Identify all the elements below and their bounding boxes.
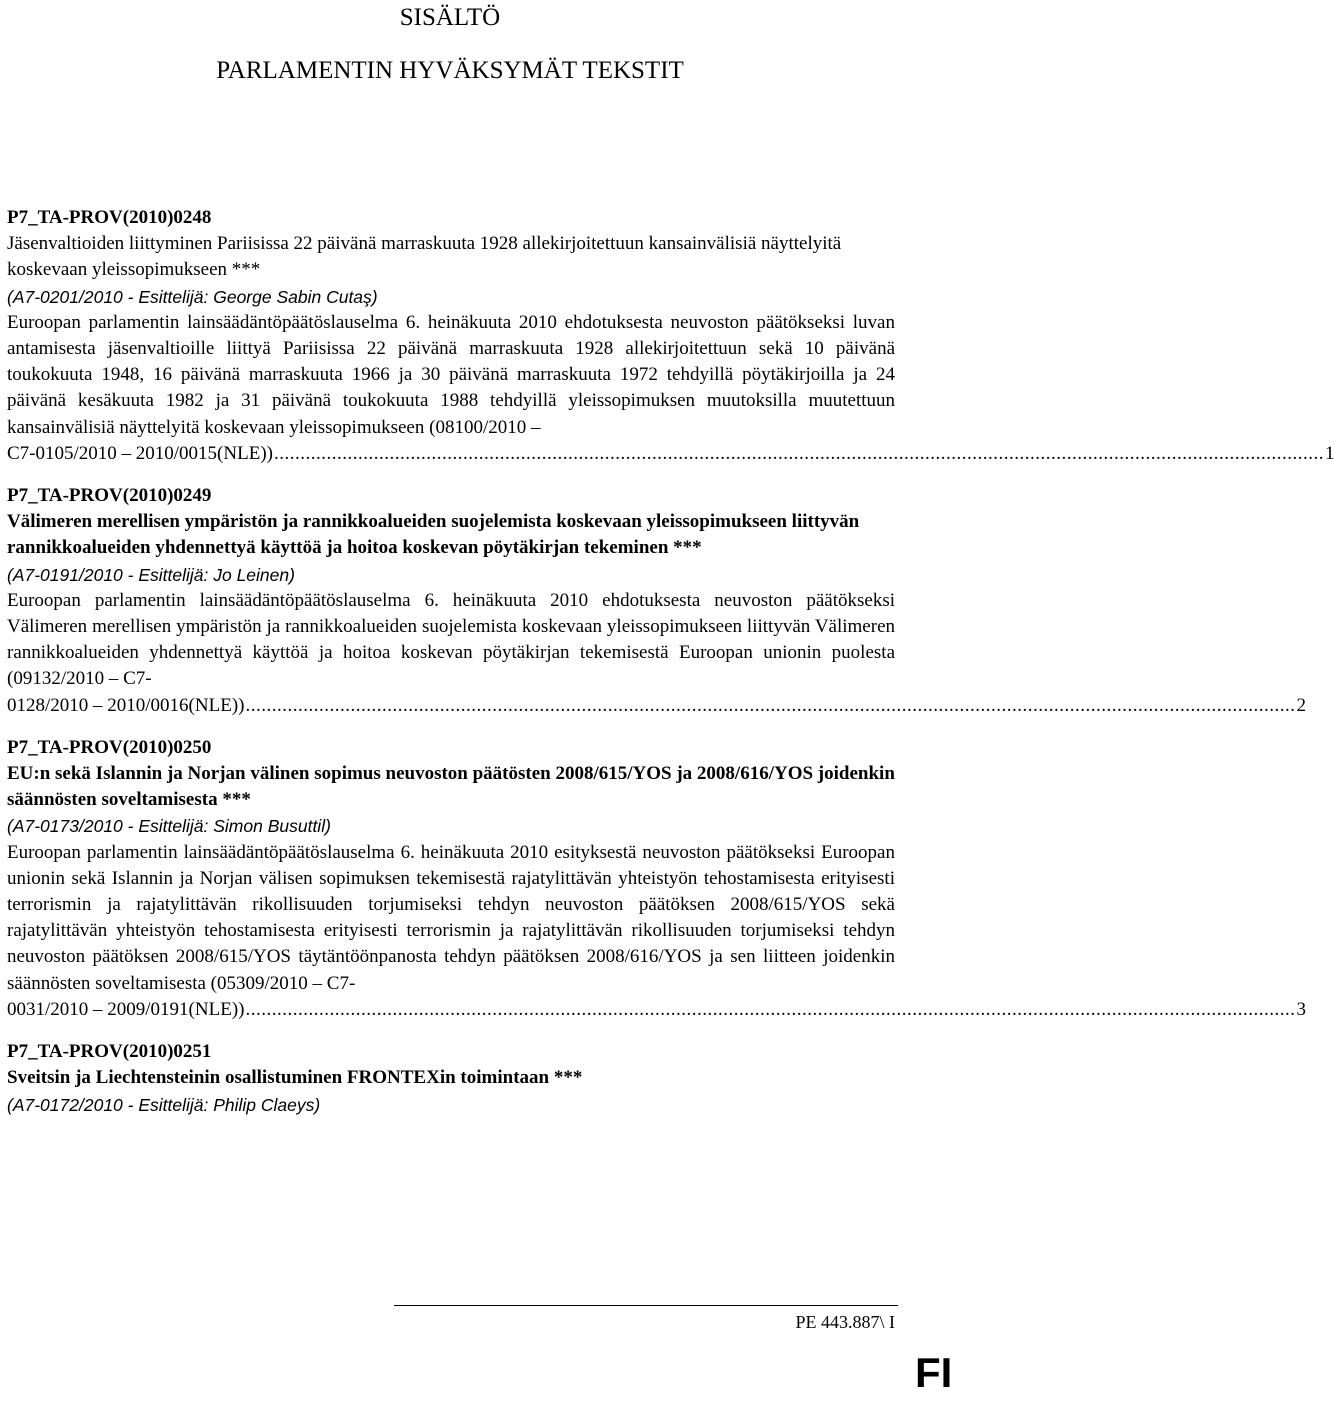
toc-entry — [7, 735, 1306, 1023]
toc-link-line[interactable] — [7, 997, 1306, 1023]
language-code: FI — [915, 1349, 953, 1396]
footer-divider — [394, 1305, 898, 1306]
dot-leader: ........................................................................................................................................................................................................ — [245, 694, 1296, 716]
entry-code: P7_TA-PROV(2010)0249 — [7, 485, 212, 507]
table-of-contents — [7, 205, 1334, 1134]
entry-code: P7_TA-PROV(2010)0250 — [7, 736, 212, 758]
toc-entry — [7, 483, 1306, 719]
page-subtitle: PARLAMENTIN HYVÄKSYMÄT TEKSTIT — [216, 57, 684, 84]
entry-description: Euroopan parlamentin lainsäädäntöpäätöslauselma 6. heinäkuuta 2010 ehdotuksesta neuvoston päätökseksi Välimeren merellisen ympäristön ja rannikkoalueiden suojelemista koskevaan yleissopimukseen liittyvän Välimeren rannikkoalueiden yhdennettyä käyttöä ja hoitoa koskevan pöytäkirjan tekemisestä Euroopan unionin puolesta (09132/2010 – C7- — [7, 589, 895, 690]
page-number[interactable]: 3 — [1296, 998, 1306, 1020]
entry-description: Euroopan parlamentin lainsäädäntöpäätöslauselma 6. heinäkuuta 2010 esityksestä neuvoston päätökseksi Euroopan unionin sekä Islannin ja Norjan välisen sopimuksen tekemisestä rajatylittävän yhteistyön tehostamisesta erityisesti terrorismin ja rajatylittävän rikollisuuden torjumiseksi tehdyn neuvoston päätöksen 2008/615/YOS sekä rajatylittävän yhteistyön tehostamisesta erityisesti terrorismin ja rajatylittävän rikollisuuden torjumiseksi tehdyn neuvoston päätöksen 2008/615/YOS täytäntöönpanosta tehdyn päätöksen 2008/616/YOS ja sen liitteen joidenkin säännösten soveltamisesta (05309/2010 – C7- — [7, 841, 895, 994]
entry-rapporteur: (A7-0172/2010 - Esittelijä: Philip Claeys) — [7, 1094, 321, 1115]
page-number[interactable]: 1 — [1324, 442, 1334, 464]
entry-description: Euroopan parlamentin lainsäädäntöpäätöslauselma 6. heinäkuuta 2010 ehdotuksesta neuvoston päätökseksi luvan antamisesta jäsenvaltioille liittyä Pariisissa 22 päivänä marraskuuta 1928 allekirjoitettuun sekä 10 päivänä toukokuuta 1948, 16 päivänä marraskuuta 1966 ja 30 päivänä marraskuuta 1972 tehdyillä pöytäkirjoilla ja 24 päivänä kesäkuuta 1982 ja 31 päivänä toukokuuta 1988 tehdyillä yleissopimuksen muutoksilla muutettuun kansainvälisiä näyttelyitä koskevaan yleissopimukseen (08100/2010 – — [7, 311, 895, 438]
toc-link-line[interactable] — [7, 441, 1334, 467]
toc-link-line[interactable] — [7, 693, 1306, 719]
entry-title: Sveitsin ja Liechtensteinin osallistuminen FRONTEXin toimintaan *** — [7, 1067, 583, 1089]
entry-code: P7_TA-PROV(2010)0248 — [7, 207, 212, 228]
dot-leader: ........................................................................................................................................................................................................ — [245, 998, 1296, 1020]
procedure-reference: C7-0105/2010 – 2010/0015(NLE)) — [7, 442, 273, 464]
page-number[interactable]: 2 — [1296, 694, 1306, 716]
entry-rapporteur: (A7-0191/2010 - Esittelijä: Jo Leinen) — [7, 564, 295, 585]
procedure-reference: 0128/2010 – 2010/0016(NLE)) — [7, 694, 245, 716]
toc-entry — [7, 205, 1334, 467]
entry-title: Välimeren merellisen ympäristön ja rannikkoalueiden suojelemista koskevaan yleissopimukseen liittyvän rannikkoalueiden yhdennettyä käyttöä ja hoitoa koskevan pöytäkirjan tekeminen *** — [7, 511, 860, 559]
entry-rapporteur: (A7-0173/2010 - Esittelijä: Simon Busuttil) — [7, 816, 331, 837]
document-reference: PE 443.887\ I — [795, 1312, 895, 1332]
dot-leader: ........................................................................................................................................................................................................ — [273, 442, 1324, 464]
entry-title: EU:n sekä Islannin ja Norjan välinen sopimus neuvoston päätösten 2008/615/YOS ja 2008/616/YOS joidenkin säännösten soveltamisesta *** — [7, 763, 895, 811]
page-title: SISÄLTÖ — [399, 4, 501, 31]
entry-title: Jäsenvaltioiden liittyminen Pariisissa 22 päivänä marraskuuta 1928 allekirjoitettuun kansainvälisiä näyttelyitä koskevaan yleissopimukseen *** — [7, 233, 842, 281]
entry-rapporteur: (A7-0201/2010 - Esittelijä: George Sabin Cutaş) — [7, 286, 378, 307]
procedure-reference: 0031/2010 – 2009/0191(NLE)) — [7, 998, 245, 1020]
toc-entry — [7, 1039, 895, 1118]
entry-code: P7_TA-PROV(2010)0251 — [7, 1041, 212, 1063]
